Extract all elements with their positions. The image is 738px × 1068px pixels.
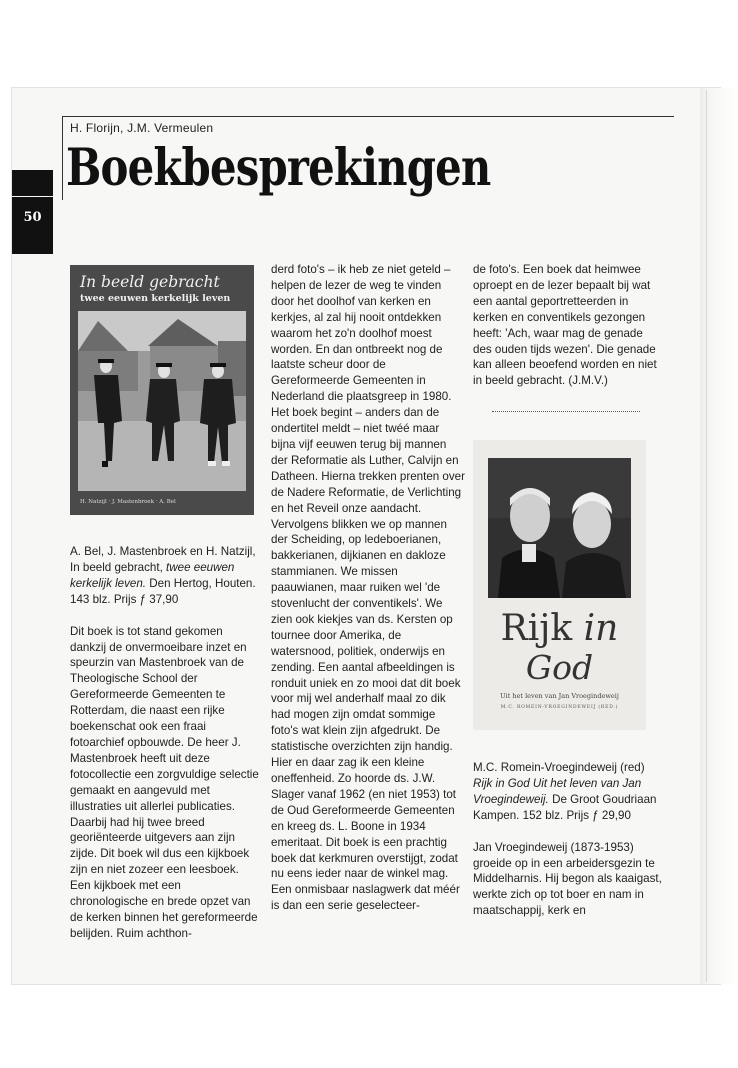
review2-citation-authors: M.C. Romein-Vroegindeweij (red) <box>473 761 645 774</box>
review-divider <box>492 411 640 412</box>
review1-citation <box>70 544 260 608</box>
cover-title-word2: in <box>583 608 619 649</box>
review2-body: Jan Vroegindeweij (1873-1953) groeide op in een arbeidersgezin te Middelharnis. Hij begon als kaaigast, werkte zich op tot boer en nam in maatschappij, kerk en <box>473 840 662 918</box>
review1-citation-publisher: Den Hertog, Houten. 143 blz. Prijs ƒ 37,90 <box>70 576 256 606</box>
cover-subtitle: twee eeuwen kerkelijk leven <box>80 293 231 304</box>
cover-subtitle: Uit het leven van Jan Vroegindeweij <box>500 692 619 700</box>
page-title: Boekbesprekingen <box>66 138 491 198</box>
page-number: 50 <box>23 210 42 225</box>
review1-body-part3: de foto's. Een boek dat heimwee oproept en de lezer bepaalt bij wat een aantal geportretteerden in kerken en conventikels gezongen heeft: 'Ach, waar mag de genade des ouden tijds wezen'. Die genade kan alleen beoefend worden en niet in beeld gebracht. (J.M.V.) <box>473 263 657 388</box>
review2-citation-title: Rijk in God Uit het leven van Jan Vroegindeweij. <box>473 776 642 806</box>
review2-citation <box>473 760 663 824</box>
header-rule <box>62 116 674 117</box>
cover-title: In beeld gebracht <box>80 273 220 291</box>
cover-title-line1 <box>473 608 646 649</box>
review2-column <box>473 760 663 919</box>
header-vertical-rule <box>62 116 63 200</box>
review1-body-part1: Dit boek is tot stand gekomen dankzij de onvermoeibare inzet en speurzin van Mastenbroek van de Theologische School der Gereformeerde Gemeenten te Rotterdam, die naast een rijke boekenschat ook een fraai fotoarchief opbouwde. De heer J. Mastenbroek heeft uit deze fotocollectie een zorgvuldige selectie gemaakt en aangevuld met illustraties uit allerlei publicaties. Daarbij had hij twee breed georiënteerde uitgevers aan zijn zijde. Dit boek wil dus een kijkboek zijn en niet zozeer een leesboek. Een kijkboek met een chronologische en brede opzet van de kerken binnen het gereformeerde belijden. Ruim achthon- <box>70 624 259 940</box>
review1-column-3 <box>473 262 663 389</box>
review1-body-part2: derd foto's – ik heb ze niet geteld – helpen de lezer de weg te vinden door het doolhof van kerken en kerkjes, al zal hij nooit ontdekken waarom het zo'n doolhof moest worden. En dan ontbreekt nog de laatste scheur door de Gereformeerde Gemeenten in Nederland die plaatsgreep in 1980. Het boek begint – anders dan de ondertitel meldt – niet twéé maar bijna vijf eeuwen terug bij mannen der Reformatie als Luther, Calvijn en Datheen. Hierna trekken prenten over de Nadere Reformatie, de Verlichting en het Reveil onze aandacht. Vervolgens blikken we op mannen der Scheiding, op ledeboerianen, bakkerianen, dijkianen en dakloze stammianen. We missen paauwianen, maar ruiken wel 'de stovenlucht der conventikels'. We zien ook kiekjes van ds. Kersten op tournee door Amerika, de watersnood, politiek, onderwijs en zending. Een aantal afbeeldingen is ronduit uniek en zo mooi dat dit boek voor mij wel anderhalf maal zo dik had mogen zijn omdat sommige foto's wat klein zijn afgedrukt. De statistische overzichten zijn handig. Hier en daar zag ik een kleine oneffenheid. Zo hoorde ds. J.W. Slager vanaf 1962 (en niet 1953) tot de Oud Gereformeerde Gemeenten en kreeg ds. L. Boone in 1934 emeritaat. Dit boek is een prachtig boek dat kerkmuren overstijgt, zodat nu eens ieder naar de winkel mag. Een onmisbaar naslagwerk dat méér is dan een serie geselecteer- <box>271 263 465 913</box>
article-authors: H. Florijn, J.M. Vermeulen <box>70 121 214 135</box>
cover-photo <box>78 311 246 491</box>
book-cover-in-beeld-gebracht <box>70 265 254 515</box>
cover-authors: M.C. ROMEIN-VROEGINDEWEIJ (RED.) <box>500 705 619 710</box>
cover-photo-couple <box>488 458 631 598</box>
cover-title-word1: Rijk <box>500 608 573 649</box>
review1-citation-authors: A. Bel, J. Mastenbroek en H. Natzijl, In beeld gebracht, <box>70 545 256 574</box>
book-cover-rijk-in-god <box>473 440 646 730</box>
page-tab-divider <box>12 196 53 197</box>
review1-column-1 <box>70 544 260 942</box>
cover-title-line2: God <box>525 648 594 687</box>
page-edge-line <box>706 90 707 982</box>
review1-column-2 <box>271 262 465 914</box>
review2-citation-publisher: De Groot Goudriaan Kampen. 152 blz. Prijs ƒ 29,90 <box>473 792 657 822</box>
review1-citation-title: twee eeuwen kerkelijk leven. <box>70 560 235 590</box>
cover-footer: H. Natzijl · J. Mastenbroek · A. Bel <box>80 499 176 505</box>
